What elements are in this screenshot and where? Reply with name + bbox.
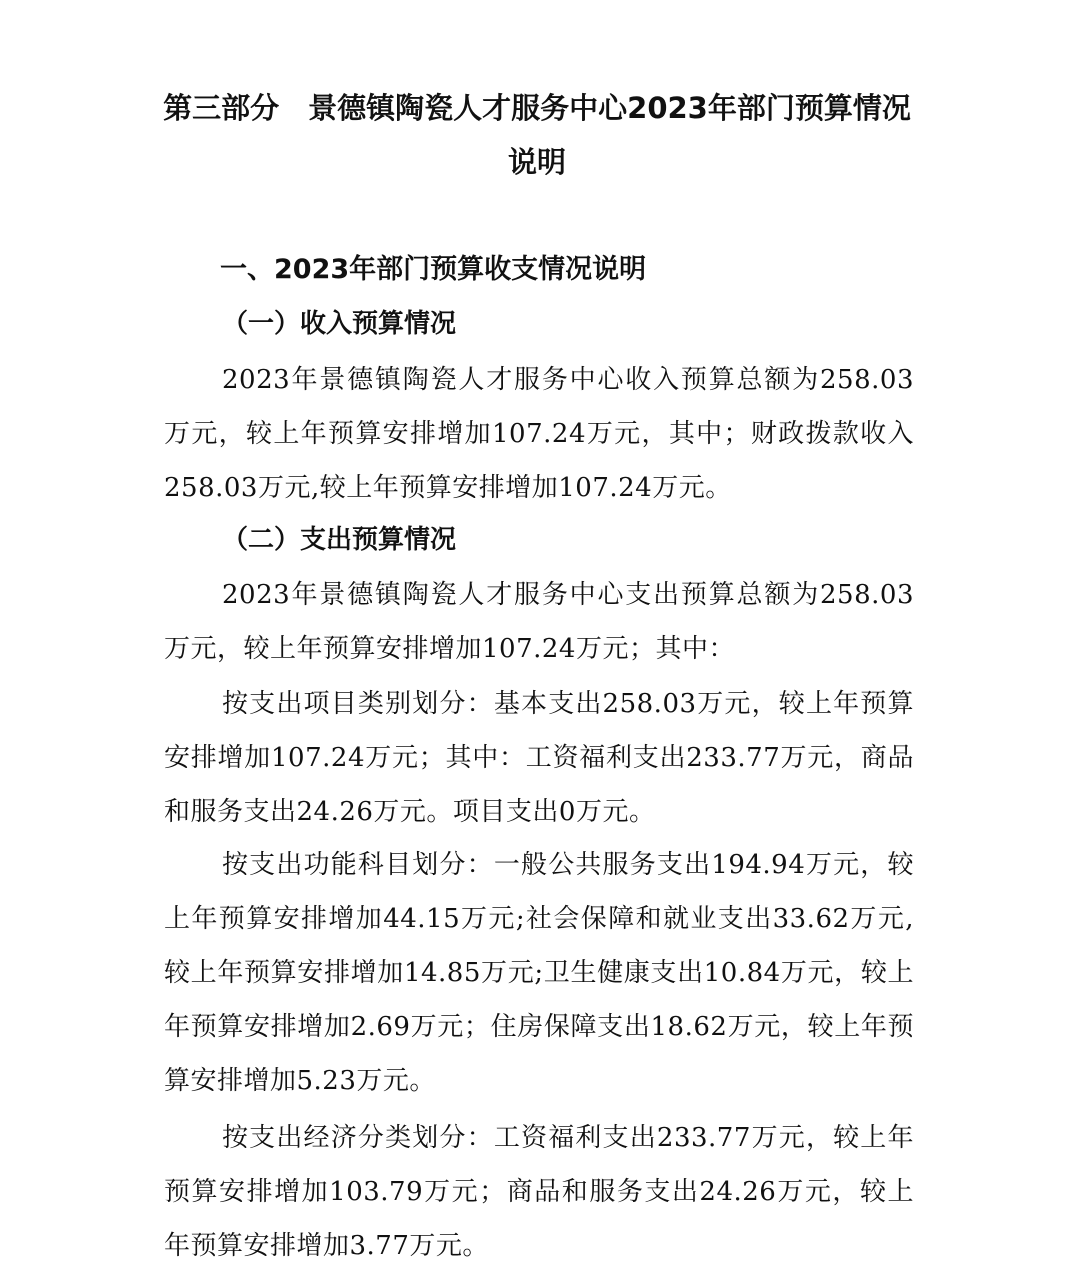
paragraph-expense-by-category: 按支出项目类别划分：基本支出258.03万元，较上年预算安排增加107.24万元；其中：工资福利支出233.77万元，商品和服务支出24.26万元。项目支出0万元。: [164, 689, 914, 827]
paragraph-income-budget: 2023年景德镇陶瓷人才服务中心收入预算总额为258.03万元，较上年预算安排增加107.24万元，其中；财政拨款收入258.03万元,较上年预算安排增加107.24万元。: [164, 365, 914, 503]
paragraph-expense-by-economic: 按支出经济分类划分：工资福利支出233.77万元，较上年预算安排增加103.79万元；商品和服务支出24.26万元，较上年预算安排增加3.77万元。: [164, 1123, 914, 1261]
subsection-heading-income: （一）收入预算情况: [222, 309, 457, 339]
paragraph-expense-by-function: 按支出功能科目划分：一般公共服务支出194.94万元，较上年预算安排增加44.15万元;社会保障和就业支出33.62万元,较上年预算安排增加14.85万元;卫生健康支出10.84万元，较上年预算安排增加2.69万元；住房保障支出18.62万元，较上年预算安排增加5.23万元。: [164, 850, 914, 1096]
document-title-line-1: 第三部分 景德镇陶瓷人才服务中心2023年部门预算情况: [163, 91, 911, 125]
section-heading-1: 一、2023年部门预算收支情况说明: [220, 254, 647, 285]
subsection-heading-expense: （二）支出预算情况: [222, 525, 457, 555]
document-title-line-2: 说明: [507, 145, 566, 179]
paragraph-expense-budget: 2023年景德镇陶瓷人才服务中心支出预算总额为258.03万元，较上年预算安排增加107.24万元；其中：: [164, 580, 914, 664]
